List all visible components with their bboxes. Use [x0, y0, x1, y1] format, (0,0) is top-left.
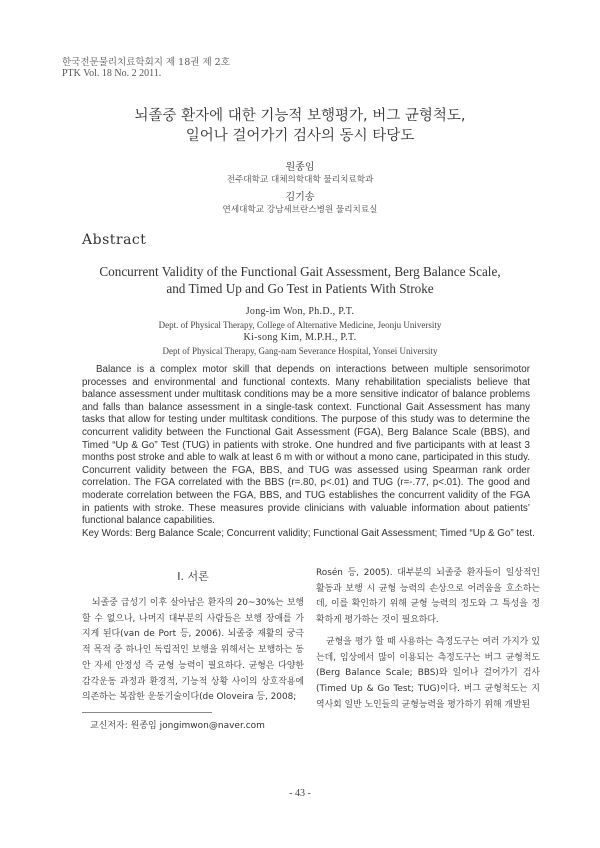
intro-right-column	[316, 566, 540, 713]
author-en-2: Ki-song Kim, M.P.H., P.T.	[243, 332, 357, 343]
affiliation-ko-1: 전주대학교 대체의학대학 물리치료학과	[226, 175, 374, 185]
title-ko-line1: 뇌졸중 환자에 대한 기능적 보행평가, 버그 균형척도,	[134, 108, 466, 124]
intro-left-paragraph: 뇌졸중 급성기 이후 살아남은 환자의 20~30%는 보행할 수 없으나, 나머지 대부분의 사람들은 보행 장애를 가지게 된다(van de Port 등, 2006). 뇌졸중 재활의 궁극적 목적 중 하나인 독립적인 보행을 위해서는 보행하는 동안 자세 안정성 즉 균형 능력이 필요하다. 균형은 다양한 감각운동 과정과 환경적, 기능적 상황 사이의 상호작용에 의존하는 복잡한 운동기술이다(de Oloveira 등, 2008;	[82, 598, 304, 703]
abstract-heading: Abstract	[82, 232, 147, 248]
keywords	[82, 528, 542, 539]
journal-header-en: PTK Vol. 18 No. 2 2011.	[62, 68, 162, 79]
intro-right-paragraph-1: Rosén 등, 2005). 대부분의 뇌졸중 환자들이 일상적인 활동과 보행 시 균형 능력의 손상으로 어려움을 호소하는데, 이를 확인하기 위해 균형 능력의 정도와 그 특성을 정확하게 평가하는 것이 필요하다.	[316, 568, 540, 626]
author-ko-2: 김기송	[285, 192, 315, 203]
footnote-divider	[82, 712, 212, 713]
intro-right-paragraph-2: 균형을 평가 할 때 사용하는 측정도구는 여러 가지가 있는데, 임상에서 많이 이용되는 측정도구는 버그 균형척도(Berg Balance Scale; BBS)와 일어나 걸어가기 검사(Timed Up & Go Test; TUG)이다. 버그 균형척도는 지역사회 일반 노인들의 균형능력을 평가하기 위해 개발된	[316, 636, 540, 710]
keywords-text: Berg Balance Scale; Concurrent validity; Functional Gait Assessment; Timed “Up & Go” test.	[135, 528, 535, 539]
title-ko-line2: 일어나 걸어가기 검사의 동시 타당도	[185, 128, 415, 144]
section-heading-intro: Ⅰ. 서론	[177, 570, 209, 583]
page-number: - 43 -	[289, 788, 311, 799]
title-en-line2: and Timed Up and Go Test in Patients With Stroke	[166, 281, 434, 296]
affiliation-en-1: Dept. of Physical Therapy, College of Alternative Medicine, Jeonju University	[158, 320, 442, 330]
journal-header-ko: 한국전문물리치료학회지 제 18권 제 2호	[62, 57, 230, 68]
corresponding-author-footnote: 교신저자: 원종임 jongimwon@naver.com	[90, 721, 265, 731]
affiliation-ko-2: 연세대학교 강남세브란스병원 물리치료실	[222, 205, 378, 215]
title-en-line1: Concurrent Validity of the Functional Gait Assessment, Berg Balance Scale,	[99, 264, 501, 279]
affiliation-en-2: Dept of Physical Therapy, Gang-nam Severance Hospital, Yonsei University	[162, 346, 438, 356]
author-ko-1: 원종임	[285, 162, 315, 173]
abstract-body: Balance is a complex motor skill that depends on interactions between multiple sensorimotor processes and environmental and functional contexts. Many rehabilitation specialists believe that balance assessment under multitask conditions may be a more sensitive indicator of balance problems and falls than balance assessment in a single-task context. Functional Gait Assessment has many tasks that allow for testing under multitask conditions. The purpose of this study was to determine the concurrent validity between the Functional Gait Assessment (FGA), Berg Balance Scale (BBS), and Timed “Up & Go” Test (TUG) in patients with stroke. One hundred and five participants with at least 3 months post stroke and able to walk at least 6 m with or without a mono cane, participated in this study. Concurrent validity between the FGA, BBS, and TUG was assessed using Spearman rank order correlation. The FGA correlated with the BBS (r=.80, p<.01) and TUG (r=-.77, p<.01). The good and moderate correlation between the FGA, BBS, and TUG establishes the concurrent validity of the FGA in patients with stroke. These measures provide clinicians with valuable information about patients’ functional balance capabilities.	[82, 364, 530, 527]
keywords-label: Key Words:	[82, 528, 133, 539]
author-en-1: Jong-im Won, Ph.D., P.T.	[245, 306, 355, 317]
